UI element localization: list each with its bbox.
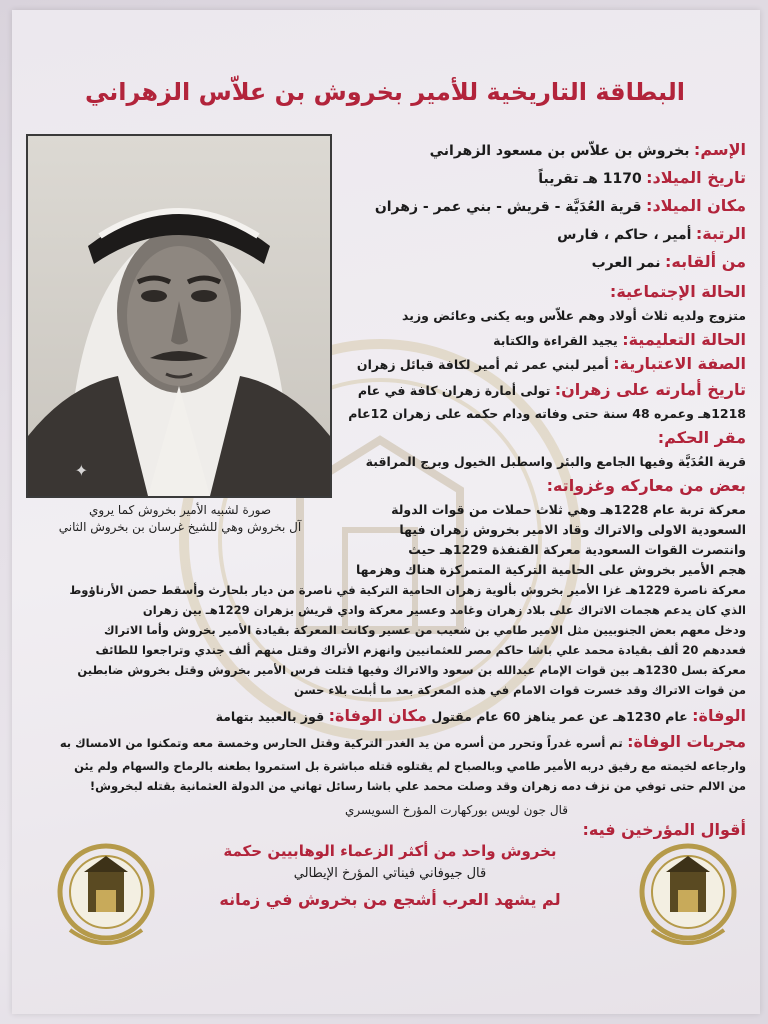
death-events-line-3: من الالم حتى توفي من نزف دمه زهران وقد وصلت محمد علي باشا رسائل تهاني من الدولة العثمانية بقتله لبخروش! bbox=[89, 779, 746, 793]
field-death-events: مجريات الوفاة: تم أسره غدراً وتحرر من أسره من يد الغدر التركية وقتل الحارس وخمسة معه وتمكنوا من الامساك به bbox=[59, 732, 746, 751]
svg-text:✦: ✦ bbox=[74, 461, 88, 480]
rule-detail: 1218هـ وعمره 48 سنة حتى وفاته ودام حكمه على زهران 12عام bbox=[348, 406, 746, 421]
seat-label: مقر الحكم: bbox=[657, 428, 746, 447]
battle-line-7: ودخل معهم بعض الجنوبيين مثل الامير طامي بن شعيب من عسير وكانت المعركة بقيادة الأمير بخروش وأما الاتراك bbox=[103, 623, 746, 637]
battle-line-9: معركة بسل 1230هـ بين قوات الإمام عبدالله بن سعود والاتراك وفيها قتلت فرس الأمير بخروش وقتل بخروش ضابطين bbox=[77, 663, 746, 677]
page-title: البطاقة التاريخية للأمير بخروش بن علاّس الزهراني bbox=[84, 78, 686, 106]
field-rule: تاريخ أمارته على زهران: تولى أمارة زهران كافة في عام bbox=[357, 380, 746, 399]
battle-line-2: السعودية الاولى والاتراك وقاد الامير بخروش زهران فيها bbox=[399, 522, 746, 537]
death-events-line-2: وارجاعه لخيمته مع رفيق دربه الأمير طامي وبالصباح لم يقتلوه قتله مباشرة بل استمروا بطعنه بالرماح والسهام ولم يئن bbox=[74, 759, 746, 773]
historian-quote-2: لم يشهد العرب أشجع من بخروش في زمانه bbox=[219, 890, 561, 909]
historian-quote-1: بخروش واحد من أكثر الزعماء الوهابيين حكمة bbox=[223, 842, 557, 860]
field-titles: من ألقابه: نمر العرب bbox=[591, 252, 746, 271]
historians-label: أقوال المؤرخين فيه: bbox=[582, 820, 746, 839]
field-status: الصفة الاعتبارية: أمير لبني عمر ثم أمير لكافة قبائل زهران bbox=[356, 354, 746, 373]
death-events-source: قال جون لويس بوركهارت المؤرخ السويسري bbox=[344, 803, 568, 817]
field-rank: الرتبة: أمير ، حاكم ، فارس bbox=[557, 224, 746, 243]
field-birth-place: مكان الميلاد: قرية العُدَيَّة - قريش - بني عمر - زهران bbox=[374, 196, 746, 215]
social-status-label: الحالة الإجتماعية: bbox=[609, 282, 746, 301]
seat-text: قرية العُدَيَّة وفيها الجامع والبئر واسطبل الخيول وبرج المراقبة bbox=[365, 454, 746, 469]
field-education: الحالة التعليمية: يجيد القراءة والكتابة bbox=[493, 330, 746, 349]
battle-line-8: فعددهم 20 ألف بقيادة محمد علي باشا حاكم مصر للعثمانيين وانهزم الأتراك وقتل منهم ألف جندي وتراجعوا للطائف bbox=[95, 643, 746, 657]
social-status-text: متزوج ولديه ثلاث أولاد وهم علاّس وبه يكنى وعائض وزيد bbox=[402, 308, 746, 323]
historian-source-2: قال جيوفاني فيناتي المؤرخ الإيطالي bbox=[293, 866, 487, 881]
field-birth-date: تاريخ الميلاد: 1170 هـ تقريباً bbox=[538, 168, 746, 187]
right-emblem-icon bbox=[638, 830, 738, 960]
battle-line-3: وانتصرت القوات السعودية معركة القنفذة 1229هـ حيث bbox=[408, 542, 746, 557]
portrait-photo bbox=[26, 134, 332, 498]
battle-line-4: هجم الأمير بخروش على الحامية التركية المتمركزة هناك وهزمها bbox=[355, 562, 746, 577]
battle-line-10: من قوات الاتراك وقد خسرت قوات الامام في هذه المعركة بعد ما أبلت بلاء حسن bbox=[294, 683, 746, 697]
left-emblem-icon bbox=[56, 830, 156, 960]
field-death: الوفاة: عام 1230هـ عن عمر يناهز 60 عام مقتول مكان الوفاة: قوز بالعبيد بتهامة bbox=[215, 706, 746, 725]
battle-line-6: الذي كان يدعم هجمات الاتراك على بلاد زهران وغامد وعسير معركة وادي قريش بزهران 1229هـ بين زهران bbox=[142, 603, 746, 617]
photo-caption: صورة لشبيه الأمير بخروش كما يروي آل بخروش وهي للشيخ غرسان بن بخروش الثاني bbox=[58, 503, 302, 534]
field-name: الإسم: بخروش بن علاّس بن مسعود الزهراني bbox=[429, 140, 746, 159]
battles-label: بعض من معاركه وغزواته: bbox=[546, 476, 746, 495]
battle-line-1: معركة تربة عام 1228هـ وهي ثلاث حملات من قوات الدولة bbox=[391, 502, 746, 517]
battle-line-5: معركة ناصرة 1229هـ غزا الأمير بخروش بألوية زهران الحامية التركية في ناصرة من ديار بلحارث وأسقط حصن الأرناؤوط bbox=[69, 583, 746, 597]
